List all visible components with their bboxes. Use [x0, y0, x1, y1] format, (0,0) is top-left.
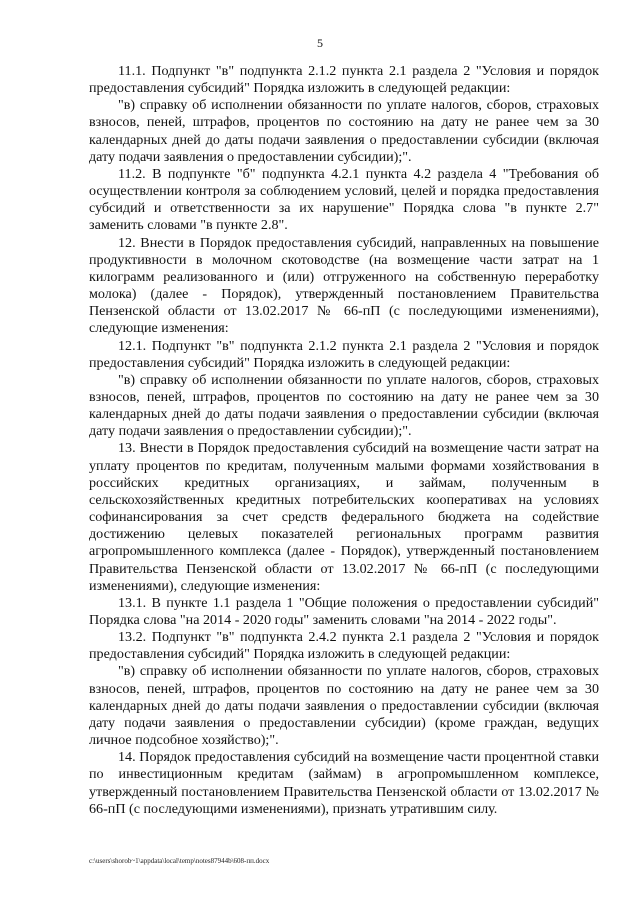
document-body: [89, 63, 599, 818]
paragraph-13-2: 13.2. Подпункт "в" подпункта 2.4.2 пункта 2.1 раздела 2 "Условия и порядок предоставления субсидий" Порядка изложить в следующей редакции:: [89, 629, 599, 663]
paragraph-11-2: 11.2. В подпункте "б" подпункта 4.2.1 пункта 4.2 раздела 4 "Требования об осуществлении контроля за соблюдением условий, целей и порядка предоставления субсидий и ответственности за их нарушение" Порядка слова "в пункте 2.7" заменить словами "в пункте 2.8".: [89, 165, 599, 234]
paragraph-13: 13. Внести в Порядок предоставления субсидий на возмещение части затрат на уплату процентов по кредитам, полученным малыми формами хозяйствования в российских кредитных организациях, и займам, полученным в сельскохозяйственных кредитных потребительских кооперативах на условиях софинансирования за счет средств федерального бюджета на содействие достижению целевых показателей региональных программ развития агропромышленного комплекса (далее - Порядок), утвержденный постановлением Правительства Пензенской области от 13.02.2017 № 66-пП (с последующими изменениями), следующие изменения:: [89, 440, 599, 594]
footer-file-path: c:\users\shorob~1\appdata\local\temp\notes87944b\608-пп.docx: [89, 857, 270, 865]
paragraph-14: 14. Порядок предоставления субсидий на возмещение части процентной ставки по инвестиционным кредитам (займам) в агропромышленном комплексе, утвержденный постановлением Правительства Пензенской области от 13.02.2017 № 66-пП (с последующими изменениями), признать утратившим силу.: [89, 749, 599, 817]
paragraph-12: 12. Внести в Порядок предоставления субсидий, направленных на повышение продуктивности в молочном скотоводстве (на возмещение части затрат на 1 килограмм реализованного и (или) отгруженного на собственную переработку молока) (далее - Порядок), утвержденный постановлением Правительства Пензенской области от 13.02.2017 № 66-пП (с последующими изменениями), следующие изменения:: [89, 234, 599, 337]
paragraph-12-1: 12.1. Подпункт "в" подпункта 2.1.2 пункта 2.1 раздела 2 "Условия и порядок предоставления субсидий" Порядка изложить в следующей редакции:: [89, 337, 599, 371]
paragraph-11-1-quote: "в) справку об исполнении обязанности по уплате налогов, сборов, страховых взносов, пеней, штрафов, процентов по состоянию на дату не ранее чем за 30 календарных дней до даты подачи заявления о предоставлении субсидии (включая дату подачи заявления о предоставлении субсидии);".: [89, 97, 599, 165]
paragraph-13-1: 13.1. В пункте 1.1 раздела 1 "Общие положения о предоставлении субсидий" Порядка слова "на 2014 - 2020 годы" заменить словами "на 2014 - 2022 годы".: [89, 594, 599, 628]
page-number: 5: [317, 36, 323, 50]
paragraph-13-2-quote: "в) справку об исполнении обязанности по уплате налогов, сборов, страховых взносов, пеней, штрафов, процентов по состоянию на дату не ранее чем за 30 календарных дней до даты подачи заявления о предоставлении субсидии (включая дату подачи заявления о предоставлении субсидии) (кроме граждан, ведущих личное подсобное хозяйство);".: [89, 663, 599, 749]
paragraph-12-1-quote: "в) справку об исполнении обязанности по уплате налогов, сборов, страховых взносов, пеней, штрафов, процентов по состоянию на дату не ранее чем за 30 календарных дней до даты подачи заявления о предоставлении субсидии (включая дату подачи заявления о предоставлении субсидии);".: [89, 371, 599, 440]
paragraph-11-1: 11.1. Подпункт "в" подпункта 2.1.2 пункта 2.1 раздела 2 "Условия и порядок предоставления субсидий" Порядка изложить в следующей редакции:: [89, 63, 599, 97]
